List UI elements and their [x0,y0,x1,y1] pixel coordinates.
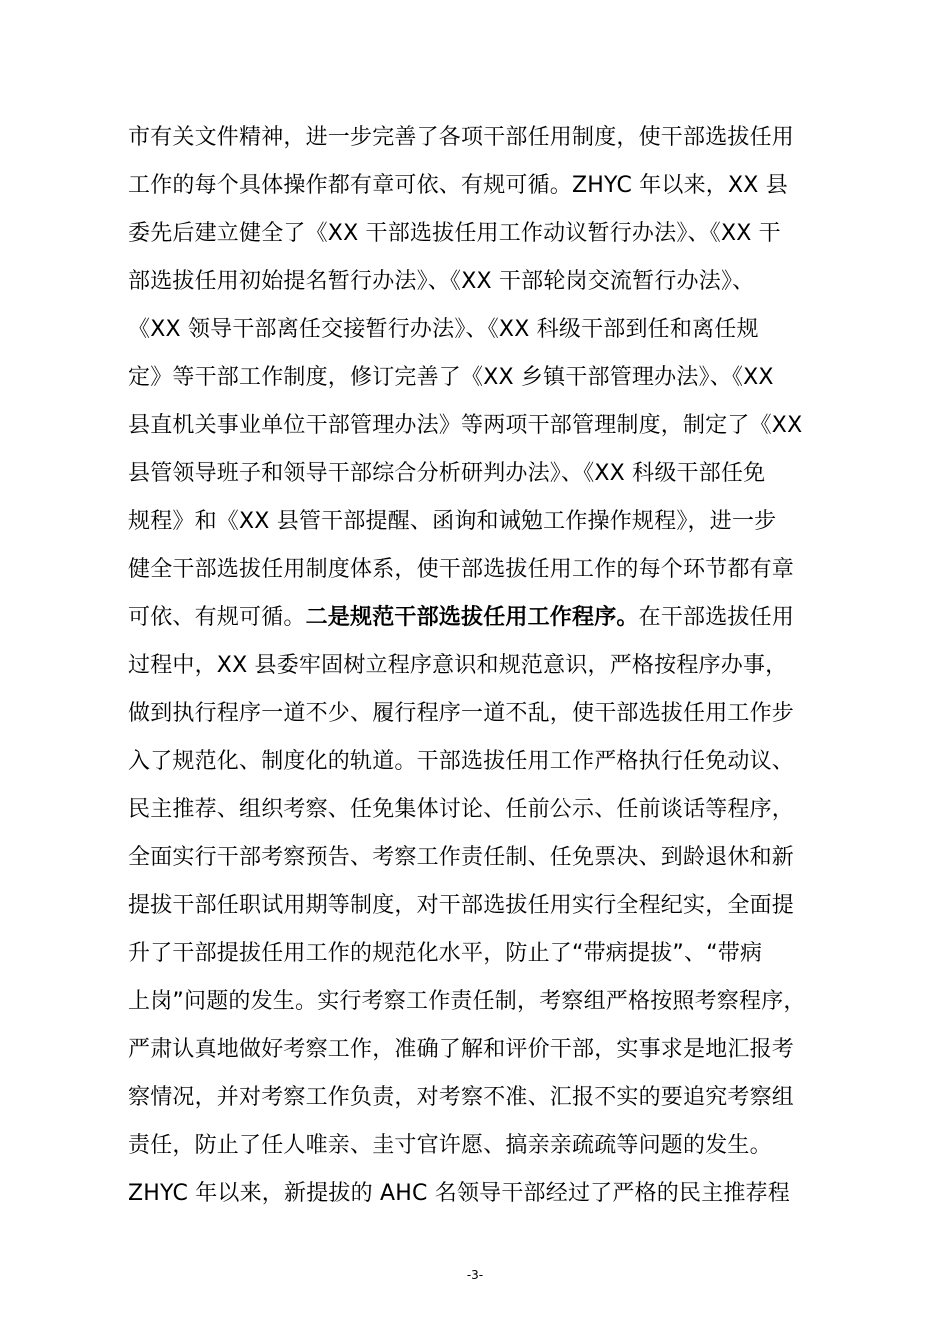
text-line-2: 工作的每个具体操作都有章可依、有规可循。ZHYC 年以来，XX 县 [128,173,788,198]
text-line-15: 民主推荐、组织考察、任免集体讨论、任前公示、任前谈话等程序， [128,797,795,822]
text-line-6: 定》等干部工作制度，修订完善了《XX 乡镇干部管理办法》、《XX [128,365,774,390]
text-line-10: 健全干部选拔任用制度体系，使干部选拔任用工作的每个环节都有章 [128,557,795,582]
text-line-11 [128,594,848,642]
text-line-19: 上岗”问题的发生。实行考察工作责任制，考察组严格按照考察程序， [128,989,806,1014]
section-heading-bold: 二是规范干部选拔任用工作程序。 [305,605,639,630]
text-line-18: 升了干部提拔任用工作的规范化水平，防止了“带病提拔”、“带病 [128,941,763,966]
text-line-4: 部选拔任用初始提名暂行办法》、《XX 干部轮岗交流暂行办法》、 [128,269,755,294]
text-line-11-start: 可依、有规可循。 [128,605,306,630]
text-line-16: 全面实行干部考察预告、考察工作责任制、任免票决、到龄退休和新 [128,845,795,870]
text-line-12: 过程中，XX 县委牢固树立程序意识和规范意识，严格按程序办事， [128,653,788,678]
text-line-14: 入了规范化、制度化的轨道。干部选拔任用工作严格执行任免动议、 [128,749,795,774]
text-line-1: 市有关文件精神，进一步完善了各项干部任用制度，使干部选拔任用 [128,125,795,150]
text-line-3: 委先后建立健全了《XX 干部选拔任用工作动议暂行办法》、《XX 干 [128,221,781,246]
page-number: -3- [466,1268,484,1282]
body-text [128,114,848,1218]
text-line-21: 察情况，并对考察工作负责，对考察不准、汇报不实的要追究考察组 [128,1085,795,1110]
text-line-20: 严肃认真地做好考察工作，准确了解和评价干部，实事求是地汇报考 [128,1037,795,1062]
text-line-17: 提拔干部任职试用期等制度，对干部选拔任用实行全程纪实，全面提 [128,893,795,918]
text-line-8: 县管领导班子和领导干部综合分析研判办法》、《XX 科级干部任免 [128,461,766,486]
text-line-23: ZHYC 年以来，新提拔的 AHC 名领导干部经过了严格的民主推荐程 [128,1181,790,1206]
text-line-9: 规程》和《XX 县管干部提醒、函询和诫勉工作操作规程》，进一步 [128,509,777,534]
text-line-22: 责任，防止了任人唯亲、圭寸官许愿、搞亲亲疏疏等问题的发生。 [128,1133,772,1158]
text-line-13: 做到执行程序一道不少、履行程序一道不乱，使干部选拔任用工作步 [128,701,795,726]
text-line-11-end: 在干部选拔任用 [638,605,795,630]
text-line-5: 《XX 领导干部离任交接暂行办法》、《XX 科级干部到任和离任规 [128,317,759,342]
text-line-7: 县直机关事业单位干部管理办法》等两项干部管理制度，制定了《XX [128,413,803,438]
